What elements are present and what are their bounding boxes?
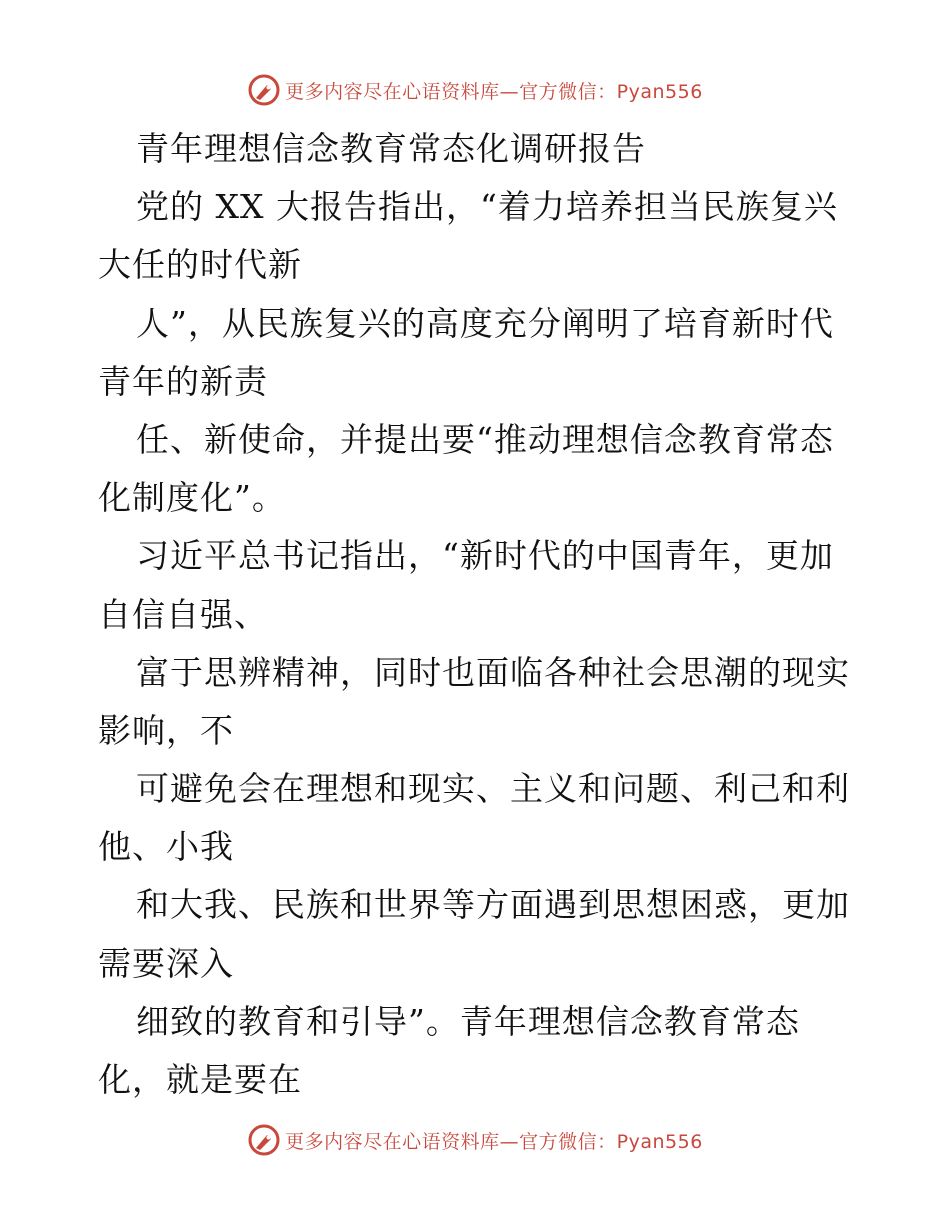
- document-line: 化制度化”。: [98, 478, 286, 518]
- document-line: 需要深入: [98, 943, 234, 983]
- document-line: 细致的教育和引导”。青年理想信念教育常态: [136, 1001, 800, 1041]
- document-line: 和大我、民族和世界等方面遇到思想困惑，更加: [136, 885, 850, 925]
- document-line: 青年理想信念教育常态化调研报告: [136, 129, 646, 168]
- header-watermark: [0, 70, 950, 110]
- document-line: 自信自强、: [98, 594, 268, 634]
- watermark-text: 更多内容尽在心语资料库—官方微信：Pyan556: [285, 80, 703, 103]
- document-line: 影响，不: [98, 710, 234, 750]
- document-line: 任、新使命，并提出要“推动理想信念教育常态: [136, 419, 834, 459]
- document-line: 党的 XX 大报告指出，“着力培养担当民族复兴: [136, 187, 838, 227]
- document-line: 富于思辨精神，同时也面临各种社会思潮的现实: [136, 652, 850, 692]
- document-line: 人”，从民族复兴的高度充分阐明了培育新时代: [136, 303, 834, 343]
- document-line: 可避免会在理想和现实、主义和问题、利己和利: [136, 769, 850, 809]
- document-line: 他、小我: [98, 827, 234, 867]
- watermark-text: 更多内容尽在心语资料库—官方微信：Pyan556: [285, 1130, 703, 1153]
- document-line: 大任的时代新: [98, 245, 302, 285]
- document-line: 习近平总书记指出，“新时代的中国青年，更加: [136, 536, 834, 576]
- document-body: [98, 120, 858, 1109]
- document-line: 青年的新责: [98, 361, 268, 401]
- footer-watermark: [0, 1120, 950, 1160]
- document-line: 化，就是要在: [98, 1060, 302, 1099]
- pen-nib-circle-icon: [247, 73, 281, 107]
- pen-nib-circle-icon: [247, 1123, 281, 1157]
